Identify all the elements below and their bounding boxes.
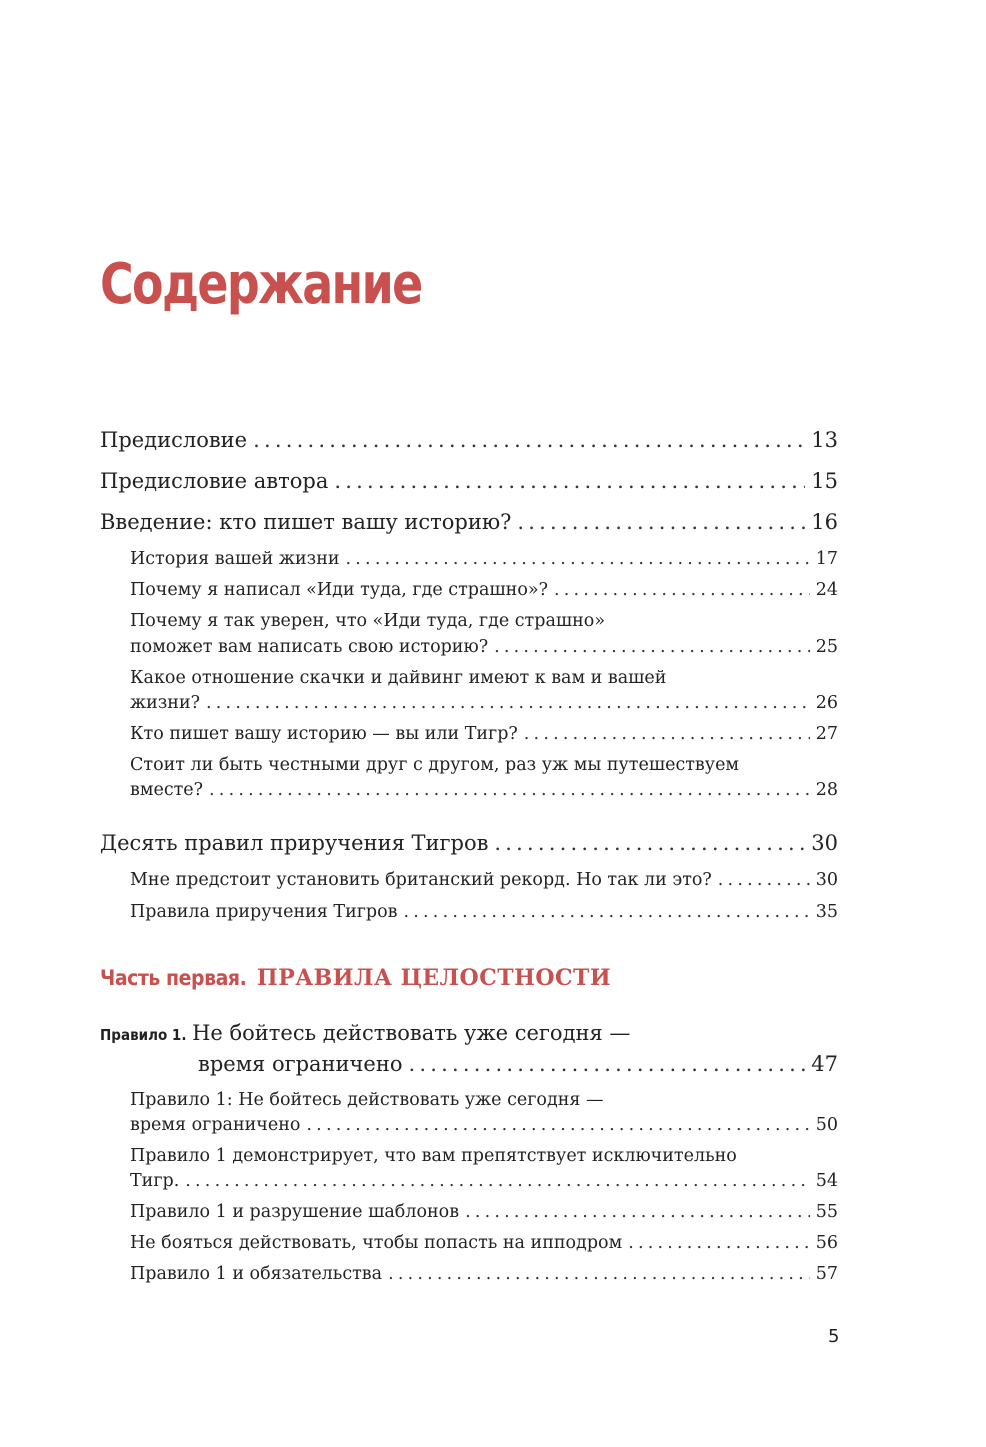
toc-line	[130, 902, 838, 922]
toc-page-number: 26	[815, 693, 838, 713]
toc-page-number: 55	[815, 1202, 838, 1222]
page-title: Содержание	[100, 252, 422, 317]
toc-line	[130, 755, 830, 775]
leader-dots	[524, 724, 810, 744]
leader-dots	[185, 1171, 809, 1191]
leader-dots	[404, 902, 810, 922]
toc-page-number: 47	[811, 1052, 838, 1076]
toc-entry-title: Не бояться действовать, чтобы попасть на ипподром	[130, 1233, 623, 1253]
toc-entry-title: Десять правил приручения Тигров	[100, 831, 489, 855]
leader-dots	[628, 1233, 810, 1253]
leader-dots	[388, 1264, 810, 1284]
toc-entry-title: Введение: кто пишет вашу историю?	[100, 510, 512, 534]
toc-line	[130, 724, 838, 744]
toc-line	[198, 1052, 838, 1076]
toc-entry-title: Правило 1 и разрушение шаблонов	[130, 1202, 460, 1222]
rule-label: Правило 1.	[100, 1026, 187, 1044]
toc-line	[130, 1171, 838, 1191]
toc-entry-title: Предисловие автора	[100, 469, 329, 493]
leader-dots	[209, 780, 810, 800]
toc-line	[100, 831, 838, 855]
toc-line	[130, 637, 838, 657]
leader-dots	[306, 1115, 809, 1135]
part-title: ПРАВИЛА ЦЕЛОСТНОСТИ	[256, 965, 612, 991]
toc-page-number: 57	[815, 1264, 838, 1284]
leader-dots	[409, 1052, 806, 1076]
toc-page-number: 56	[815, 1233, 838, 1253]
leader-dots	[346, 549, 810, 569]
toc-entry-title: Тигр.	[130, 1171, 180, 1191]
toc-entry-title: Не бойтесь действовать уже сегодня —	[192, 1021, 631, 1045]
toc-entry-title: Предисловие	[100, 428, 248, 452]
toc-entry-title: время ограничено	[130, 1115, 301, 1135]
toc-entry-title: поможет вам написать свою историю?	[130, 637, 489, 657]
toc-line	[100, 1021, 800, 1045]
toc-line	[130, 693, 838, 713]
toc-page-number: 30	[815, 870, 838, 890]
toc-entry-title: жизни?	[130, 693, 201, 713]
toc-entry-title: Почему я написал «Иди туда, где страшно»?	[130, 580, 548, 600]
toc-page-number: 30	[811, 831, 838, 855]
toc-page-number: 17	[815, 549, 838, 569]
toc-page-number: 15	[811, 469, 838, 493]
toc-line	[130, 780, 838, 800]
toc-entry-title: Правила приручения Тигров	[130, 902, 398, 922]
leader-dots	[206, 693, 810, 713]
toc-line	[130, 1146, 830, 1166]
toc-entry-title: Почему я так уверен, что «Иди туда, где страшно»	[130, 611, 606, 631]
toc-line	[130, 870, 838, 890]
page-number: 5	[828, 1326, 840, 1347]
toc-entry-title: История вашей жизни	[130, 549, 340, 569]
toc-line	[130, 1115, 838, 1135]
leader-dots	[494, 831, 805, 855]
toc-entry-title: время ограничено	[198, 1052, 403, 1076]
toc-page-number: 16	[811, 510, 838, 534]
toc-page-number: 54	[815, 1171, 838, 1191]
toc-line	[130, 1264, 838, 1284]
toc-page-number: 25	[815, 637, 838, 657]
leader-dots	[334, 469, 805, 493]
toc-page-number: 13	[811, 428, 838, 452]
toc-line	[100, 428, 838, 452]
toc-page-number: 24	[815, 580, 838, 600]
part-label: Часть первая.	[100, 966, 247, 990]
leader-dots	[718, 870, 810, 890]
part-heading	[100, 962, 611, 991]
toc-entry-title: Правило 1: Не бойтесь действовать уже сегодня —	[130, 1090, 604, 1110]
toc-page-number: 50	[815, 1115, 838, 1135]
toc-page-number: 27	[815, 724, 838, 744]
toc-line	[130, 668, 830, 688]
toc-entry-title: Кто пишет вашу историю — вы или Тигр?	[130, 724, 518, 744]
toc-line	[130, 611, 830, 631]
toc-line	[130, 580, 838, 600]
leader-dots	[554, 580, 810, 600]
toc-line	[130, 1233, 838, 1253]
toc-entry-title: Мне предстоит установить британский рекорд. Но так ли это?	[130, 870, 712, 890]
toc-entry-title: Стоит ли быть честными друг с другом, раз уж мы путешествуем	[130, 755, 740, 775]
toc-line	[130, 549, 838, 569]
toc-page-number: 28	[815, 780, 838, 800]
toc-entry-title: Правило 1 демонстрирует, что вам препятствует исключительно	[130, 1146, 737, 1166]
toc-entry-title: Правило 1 и обязательства	[130, 1264, 383, 1284]
leader-dots	[253, 428, 805, 452]
toc-page-number: 35	[815, 902, 838, 922]
toc-line	[130, 1090, 830, 1110]
toc-line	[100, 469, 838, 493]
toc-line	[100, 510, 838, 534]
toc-entry-title: вместе?	[130, 780, 204, 800]
toc-line	[130, 1202, 838, 1222]
leader-dots	[517, 510, 805, 534]
leader-dots	[494, 637, 810, 657]
leader-dots	[465, 1202, 810, 1222]
toc-entry-title: Какое отношение скачки и дайвинг имеют к вам и вашей	[130, 668, 667, 688]
